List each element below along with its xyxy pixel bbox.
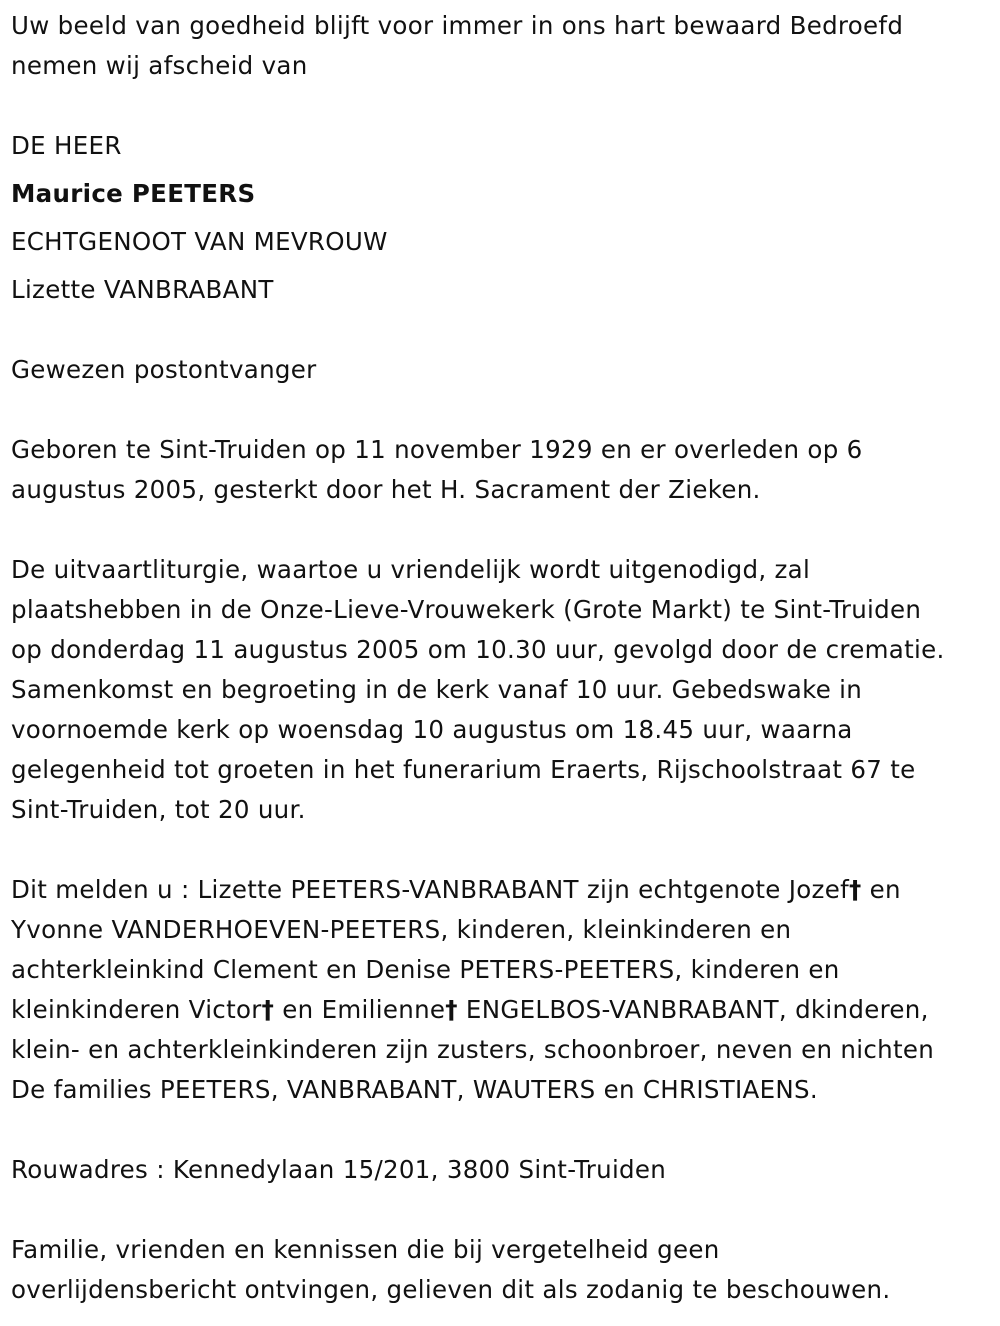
deceased-name: Maurice PEETERS <box>11 179 256 208</box>
funeral-line-6: gelegenheid tot groeten in het funerarium Eraerts, Rijschoolstraat 67 te <box>11 755 916 784</box>
family-line-1 <box>11 870 901 910</box>
funeral-line-5: voornoemde kerk op woensdag 10 augustus om 18.45 uur, waarna <box>11 715 853 744</box>
spouse-name: Lizette VANBRABANT <box>11 275 274 304</box>
family-line-1-text: Dit melden u : Lizette PEETERS-VANBRABANT zijn echtgenote Jozef <box>11 875 850 904</box>
intro-line-2: nemen wij afscheid van <box>11 51 308 80</box>
family-line-1-end: en <box>861 875 901 904</box>
closing-line-2: overlijdensbericht ontvingen, gelieven dit als zodanig te beschouwen. <box>11 1275 891 1304</box>
family-line-4-text: kleinkinderen Victor <box>11 995 262 1024</box>
birth-line-2: augustus 2005, gesterkt door het H. Sacrament der Zieken. <box>11 475 761 504</box>
profession: Gewezen postontvanger <box>11 355 317 384</box>
family-line-4 <box>11 990 929 1030</box>
family-line-2: Yvonne VANDERHOEVEN-PEETERS, kinderen, kleinkinderen en <box>11 915 792 944</box>
family-line-4-middle: en Emilienne <box>274 995 446 1024</box>
funeral-line-7: Sint-Truiden, tot 20 uur. <box>11 795 306 824</box>
cross-icon: † <box>261 995 275 1024</box>
intro-line-1: Uw beeld van goedheid blijft voor immer in ons hart bewaard Bedroefd <box>11 11 904 40</box>
funeral-line-2: plaatshebben in de Onze-Lieve-Vrouwekerk (Grote Markt) te Sint-Truiden <box>11 595 922 624</box>
deceased-title: DE HEER <box>11 131 122 160</box>
closing-line-1: Familie, vrienden en kennissen die bij vergetelheid geen <box>11 1235 720 1264</box>
family-line-3: achterkleinkind Clement en Denise PETERS-PEETERS, kinderen en <box>11 955 840 984</box>
family-line-5: klein- en achterkleinkinderen zijn zusters, schoonbroer, neven en nichten <box>11 1035 935 1064</box>
mourning-address: Rouwadres : Kennedylaan 15/201, 3800 Sint-Truiden <box>11 1155 667 1184</box>
cross-icon: † <box>849 875 862 904</box>
birth-line-1: Geboren te Sint-Truiden op 11 november 1929 en er overleden op 6 <box>11 435 863 464</box>
funeral-line-4: Samenkomst en begroeting in de kerk vanaf 10 uur. Gebedswake in <box>11 675 863 704</box>
funeral-line-3: op donderdag 11 augustus 2005 om 10.30 uur, gevolgd door de crematie. <box>11 635 945 664</box>
family-line-6: De families PEETERS, VANBRABANT, WAUTERS en CHRISTIAENS. <box>11 1075 818 1104</box>
family-line-4-end: ENGELBOS-VANBRABANT, dkinderen, <box>457 995 929 1024</box>
funeral-line-1: De uitvaartliturgie, waartoe u vriendelijk wordt uitgenodigd, zal <box>11 555 811 584</box>
deceased-relation: ECHTGENOOT VAN MEVROUW <box>11 227 388 256</box>
cross-icon: † <box>445 995 458 1024</box>
